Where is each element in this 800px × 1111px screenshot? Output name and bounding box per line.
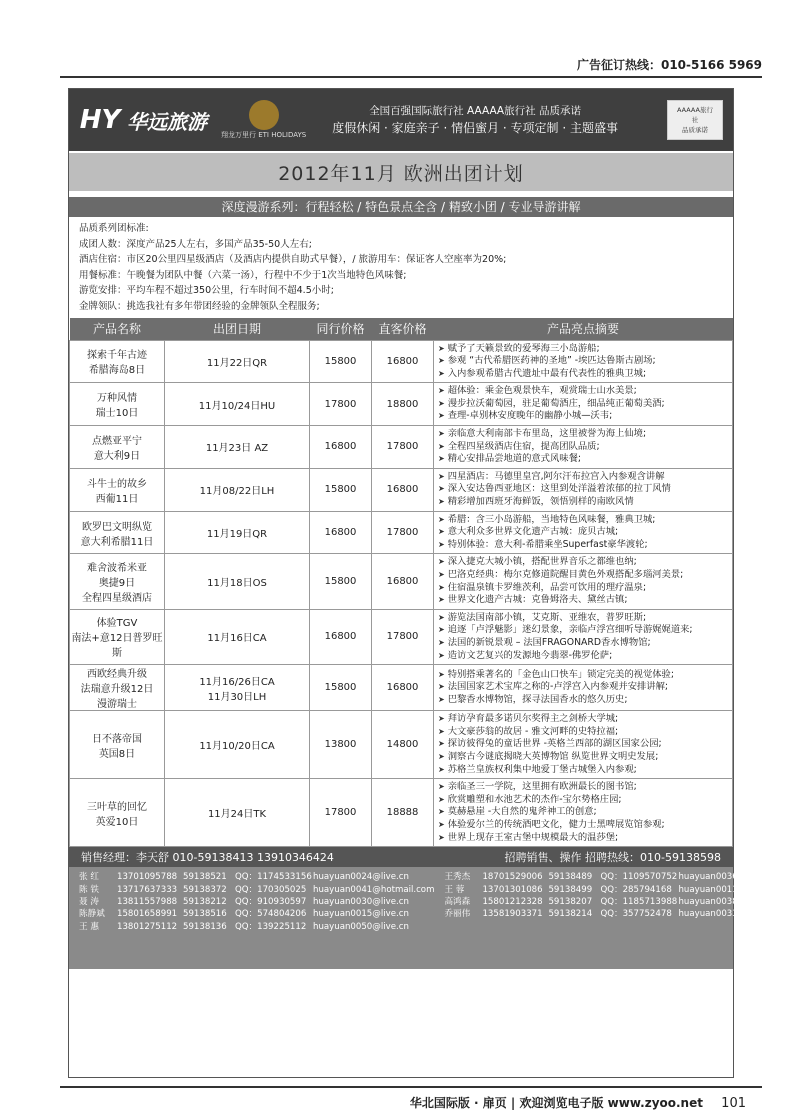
peer-price: 17800 bbox=[310, 383, 372, 426]
highlight-item bbox=[438, 819, 728, 832]
contact-field: 13701095788 bbox=[117, 872, 178, 883]
contact-field: 聂 涛 bbox=[79, 896, 99, 907]
arrow-icon: ➤ bbox=[438, 557, 445, 567]
contact-field: 13701301086 bbox=[482, 884, 543, 895]
arrow-icon: ➤ bbox=[438, 441, 445, 451]
contacts-right bbox=[444, 871, 774, 965]
highlight-text: 世界文化遗产古城：克鲁姆洛夫、黛丝古镇; bbox=[447, 594, 628, 606]
arrow-icon: ➤ bbox=[438, 582, 445, 592]
highlight-text: 精彩增加西班牙海鲜饭，领悟别样的南欧风情 bbox=[447, 496, 634, 508]
contact-field: QQ：1174533156 bbox=[235, 872, 312, 883]
highlight-text: 追逐「卢浮魅影」迷幻景象，亲临卢浮宫细听导游娓娓道来; bbox=[447, 624, 693, 636]
contact-field: 59138372 bbox=[183, 884, 227, 895]
product-name: 三叶草的回忆 英爱10日 bbox=[70, 779, 165, 847]
hy-logo-icon: HY bbox=[79, 105, 121, 135]
peer-price: 15800 bbox=[310, 665, 372, 711]
table-row bbox=[70, 340, 733, 383]
highlight-item bbox=[438, 410, 728, 423]
highlight-item bbox=[438, 398, 728, 411]
arrow-icon: ➤ bbox=[438, 739, 445, 749]
contact-field: huayuan0036@live.cn bbox=[678, 872, 775, 883]
product-name: 难舍波希米亚 奥捷9日 全程四星级酒店 bbox=[70, 554, 165, 609]
table-row bbox=[70, 468, 733, 511]
highlight-text: 赋予了天籁景致的爱琴海三小岛游船; bbox=[447, 342, 600, 354]
contact-field: QQ：574804206 bbox=[235, 909, 307, 920]
product-name: 日不落帝国 英国8日 bbox=[70, 711, 165, 779]
contact-field: huayuan0011@live.cn bbox=[678, 884, 775, 895]
highlight-item bbox=[438, 612, 728, 625]
quality-standards bbox=[69, 217, 733, 318]
highlight-text: 世界上现存王室古堡中规模最大的温莎堡; bbox=[447, 831, 619, 843]
arrow-icon: ➤ bbox=[438, 497, 445, 507]
highlight-item bbox=[438, 526, 728, 539]
highlight-item bbox=[438, 764, 728, 777]
contact-field: 59138207 bbox=[548, 896, 593, 907]
highlight-text: 拜访孕育最多诺贝尔奖得主之剑桥大学城; bbox=[447, 713, 619, 725]
highlights bbox=[434, 665, 733, 711]
highlight-item bbox=[438, 569, 728, 582]
contact-field: 乔丽伟 bbox=[444, 909, 471, 920]
contact-field: QQ：285794168 bbox=[600, 884, 672, 895]
highlight-text: 亲临意大利南部卡布里岛，这里被誉为海上仙境; bbox=[447, 428, 647, 440]
contact-field: QQ：1185713988 bbox=[600, 896, 678, 907]
contact-row bbox=[79, 884, 434, 896]
contact-field: 15801212328 bbox=[482, 896, 543, 907]
contact-list bbox=[69, 867, 775, 969]
highlights bbox=[434, 383, 733, 426]
contact-field: 59138212 bbox=[183, 896, 227, 907]
highlight-item bbox=[438, 694, 728, 707]
highlight-item bbox=[438, 726, 728, 739]
contact-field: QQ：1109570752 bbox=[600, 872, 678, 883]
table-row bbox=[70, 665, 733, 711]
contact-field: 15801658991 bbox=[117, 909, 178, 920]
departure-date: 11月16日CA bbox=[165, 609, 310, 664]
contact-field: 王秀杰 bbox=[444, 872, 471, 883]
footer-rule bbox=[60, 1086, 762, 1088]
departure-date: 11月24日TK bbox=[165, 779, 310, 847]
contact-field: QQ：170305025 bbox=[235, 884, 307, 895]
contact-field: 59138136 bbox=[183, 921, 227, 932]
highlight-text: 特别体验：意大利-希腊乘坐Superfast豪华渡轮; bbox=[447, 538, 648, 550]
standard-line: 游览安排：平均车程不超过350公里，行车时间不超4.5小时; bbox=[79, 285, 334, 296]
departure-date: 11月10/24日HU bbox=[165, 383, 310, 426]
direct-price: 16800 bbox=[372, 554, 434, 609]
arrow-icon: ➤ bbox=[438, 832, 445, 842]
contact-field: 13801275112 bbox=[117, 921, 178, 932]
contact-field: huayuan0050@live.cn bbox=[313, 921, 409, 932]
header-date: 出团日期 bbox=[165, 318, 310, 340]
standard-line: 酒店住宿：市区20公里四星级酒店（及酒店内提供自助式早餐），/ 旅游用车：保证客人空座率为20%; bbox=[79, 254, 507, 265]
arrow-icon: ➤ bbox=[438, 764, 445, 774]
header-product: 产品名称 bbox=[70, 318, 165, 340]
arrow-icon: ➤ bbox=[438, 398, 445, 408]
peer-price: 15800 bbox=[310, 340, 372, 383]
highlight-item bbox=[438, 471, 728, 484]
highlight-item bbox=[438, 428, 728, 441]
peer-price: 16800 bbox=[310, 426, 372, 469]
arrow-icon: ➤ bbox=[438, 794, 445, 804]
arrow-icon: ➤ bbox=[438, 694, 445, 704]
product-name: 探索千年古迹 希腊海岛8日 bbox=[70, 340, 165, 383]
highlight-text: 体验爱尔兰的传统酒吧文化，健力士黑啤展览馆参观; bbox=[447, 818, 665, 830]
peer-price: 16800 bbox=[310, 609, 372, 664]
contact-row bbox=[79, 896, 434, 908]
contact-field: 18701529006 bbox=[482, 872, 543, 883]
contact-field: huayuan0033@live.cn bbox=[678, 909, 775, 920]
departure-date: 11月08/22日LH bbox=[165, 468, 310, 511]
highlight-item bbox=[438, 794, 728, 807]
contact-row bbox=[444, 896, 774, 908]
ad-hotline: 广告征订热线：010-5166 5969 bbox=[576, 58, 762, 72]
highlight-item bbox=[438, 624, 728, 637]
contact-row bbox=[79, 921, 434, 933]
product-name: 万种风情 瑞士10日 bbox=[70, 383, 165, 426]
contact-field: 13717637333 bbox=[117, 884, 178, 895]
highlights bbox=[434, 609, 733, 664]
highlight-text: 希腊：含三小岛游船，当地特色风味餐，雅典卫城; bbox=[447, 513, 656, 525]
highlight-item bbox=[438, 832, 728, 845]
product-name: 斗牛士的故乡 西葡11日 bbox=[70, 468, 165, 511]
standard-line: 品质系列团标准: bbox=[79, 223, 149, 234]
footer bbox=[410, 1094, 746, 1111]
highlights bbox=[434, 711, 733, 779]
arrow-icon: ➤ bbox=[438, 539, 445, 549]
contact-field: 王 蓉 bbox=[444, 884, 465, 895]
table-row bbox=[70, 511, 733, 554]
highlight-text: 四星酒店：马德里皇宫,阿尔汗布拉宫入内参观含讲解 bbox=[447, 470, 665, 482]
highlight-text: 特别搭乘著名的「金色山口快车」锁定完美的视觉体验; bbox=[447, 668, 674, 680]
contact-row bbox=[444, 884, 774, 896]
highlight-item bbox=[438, 738, 728, 751]
arrow-icon: ➤ bbox=[438, 782, 445, 792]
highlight-text: 查理-卓别林安度晚年的幽静小城—沃韦; bbox=[447, 410, 613, 422]
contact-field: huayuan0030@live.cn bbox=[313, 896, 409, 907]
direct-price: 18800 bbox=[372, 383, 434, 426]
departure-date: 11月19日QR bbox=[165, 511, 310, 554]
contact-field: 高鸿森 bbox=[444, 896, 471, 907]
contact-field: QQ：357752478 bbox=[600, 909, 672, 920]
arrow-icon: ➤ bbox=[438, 484, 445, 494]
advertisement bbox=[68, 88, 775, 1078]
highlight-text: 全程四星级酒店住宿，提高团队品质; bbox=[447, 440, 600, 452]
highlights bbox=[434, 340, 733, 383]
departure-date: 11月22日QR bbox=[165, 340, 310, 383]
series-tagline: 深度漫游系列：行程轻松 / 特色景点全含 / 精致小团 / 专业导游讲解 bbox=[69, 197, 733, 217]
product-name: 体验TGV 南法+意12日普罗旺斯 bbox=[70, 609, 165, 664]
arrow-icon: ➤ bbox=[438, 807, 445, 817]
contact-field: 张 红 bbox=[79, 872, 99, 883]
table-row bbox=[70, 426, 733, 469]
departure-date: 11月16/26日CA 11月30日LH bbox=[165, 665, 310, 711]
highlight-text: 游览法国南部小镇，艾克斯、亚维农，普罗旺斯; bbox=[447, 611, 647, 623]
contact-field: huayuan0041@hotmail.com bbox=[313, 884, 435, 895]
highlight-item bbox=[438, 781, 728, 794]
highlight-item bbox=[438, 355, 728, 368]
highlight-item bbox=[438, 806, 728, 819]
highlight-text: 法国的新锐景观 – 法国FRAGONARD香水博物馆; bbox=[447, 636, 651, 648]
contact-field: 王 惠 bbox=[79, 921, 99, 932]
highlight-text: 入内参观希腊古代遗址中最有代表性的雅典卫城; bbox=[447, 367, 647, 379]
peer-price: 13800 bbox=[310, 711, 372, 779]
highlight-item bbox=[438, 650, 728, 663]
highlight-text: 大文豪莎翁的故居 - 雅文河畔的史特拉福; bbox=[447, 725, 619, 737]
departure-date: 11月18日OS bbox=[165, 554, 310, 609]
contact-row bbox=[79, 871, 434, 883]
partner-name: 翔龙万里行 ETI HOLIDAYS bbox=[221, 131, 307, 139]
arrow-icon: ➤ bbox=[438, 714, 445, 724]
arrow-icon: ➤ bbox=[438, 637, 445, 647]
contacts-left bbox=[79, 871, 434, 965]
header-highlights: 产品亮点摘要 bbox=[434, 318, 733, 340]
contact-field: 59138521 bbox=[183, 872, 227, 883]
arrow-icon: ➤ bbox=[438, 595, 445, 605]
top-rule bbox=[60, 76, 762, 78]
contact-field: QQ：139225112 bbox=[235, 921, 307, 932]
partner-logo bbox=[221, 100, 306, 140]
highlight-text: 超体验：乘金色观景快车，观赏瑞士山水美景; bbox=[447, 385, 637, 397]
arrow-icon: ➤ bbox=[438, 386, 445, 396]
contact-row bbox=[444, 908, 774, 920]
table-row bbox=[70, 383, 733, 426]
highlight-item bbox=[438, 343, 728, 356]
arrow-icon: ➤ bbox=[438, 612, 445, 622]
recruit-info: 招聘销售、操作 招聘热线：010-59138598 bbox=[504, 851, 721, 865]
slogan-line-1: 全国百强国际旅行社 AAAAA旅行社 品质承诺 bbox=[369, 105, 581, 117]
arrow-icon: ➤ bbox=[438, 669, 445, 679]
peer-price: 16800 bbox=[310, 511, 372, 554]
direct-price: 17800 bbox=[372, 609, 434, 664]
highlight-item bbox=[438, 441, 728, 454]
badge-line-2: 品质承诺 bbox=[682, 126, 708, 134]
arrow-icon: ➤ bbox=[438, 356, 445, 366]
highlight-text: 精心安排品尝地道的意式风味餐; bbox=[447, 453, 581, 465]
highlight-item bbox=[438, 368, 728, 381]
arrow-icon: ➤ bbox=[438, 454, 445, 464]
highlight-text: 欣赏雕塑和水池艺术的杰作-宝尔势格庄园; bbox=[447, 793, 622, 805]
header-direct-price: 直客价格 bbox=[372, 318, 434, 340]
highlights bbox=[434, 511, 733, 554]
highlights bbox=[434, 468, 733, 511]
contact-row bbox=[444, 871, 774, 883]
table-row bbox=[70, 554, 733, 609]
table-header-row bbox=[70, 318, 733, 340]
highlight-text: 亲临圣三一学院，这里拥有欧洲最长的图书馆; bbox=[447, 781, 637, 793]
highlight-text: 莫赫悬崖 -大自然的鬼斧神工的创意; bbox=[447, 806, 597, 818]
arrow-icon: ➤ bbox=[438, 471, 445, 481]
arrow-icon: ➤ bbox=[438, 650, 445, 660]
footer-text: 华北国际版 · 扉页 | 欢迎浏览电子版 www.zyoo.net bbox=[409, 1096, 703, 1110]
highlight-item bbox=[438, 453, 728, 466]
page-title: 2012年11月 欧洲出团计划 bbox=[69, 151, 733, 191]
arrow-icon: ➤ bbox=[438, 527, 445, 537]
table-row bbox=[70, 779, 733, 847]
quality-badge bbox=[667, 100, 723, 140]
highlight-text: 住宿温泉镇卡罗维茨利，品尝可饮用的理疗温泉; bbox=[447, 581, 647, 593]
departure-date: 11月23日 AZ bbox=[165, 426, 310, 469]
product-name: 欧罗巴文明纵览 意大利希腊11日 bbox=[70, 511, 165, 554]
highlight-item bbox=[438, 514, 728, 527]
brand-banner bbox=[69, 89, 733, 151]
highlight-item bbox=[438, 751, 728, 764]
highlight-text: 参观 “古代希腊医药神的圣地” -埃匹达鲁斯古剧场; bbox=[447, 355, 656, 367]
product-name: 点燃亚平宁 意大利9日 bbox=[70, 426, 165, 469]
direct-price: 16800 bbox=[372, 468, 434, 511]
highlight-text: 巴洛克经典：梅尔克修道院醒目黄色外观搭配多瑙河美景; bbox=[447, 569, 684, 580]
sales-manager: 销售经理：李天舒 010-59138413 13910346424 bbox=[81, 851, 334, 865]
highlights bbox=[434, 779, 733, 847]
badge-line-1: AAAAA旅行社 bbox=[677, 106, 713, 124]
contact-field: 陈 铁 bbox=[79, 884, 99, 895]
header-peer-price: 同行价格 bbox=[310, 318, 372, 340]
peer-price: 17800 bbox=[310, 779, 372, 847]
arrow-icon: ➤ bbox=[438, 570, 445, 579]
table-row bbox=[70, 609, 733, 664]
highlight-text: 探访彼得兔的童话世界 -英格兰西部的湖区国家公园; bbox=[447, 738, 662, 750]
standard-line: 金牌领队：挑选我社有多年带团经验的金牌领队全程服务; bbox=[79, 300, 320, 312]
highlights bbox=[434, 426, 733, 469]
contact-field: 59138516 bbox=[183, 909, 227, 920]
highlight-text: 造访文艺复兴的发源地今翡翠-佛罗伦萨; bbox=[447, 649, 613, 661]
direct-price: 17800 bbox=[372, 511, 434, 554]
contact-field: 59138489 bbox=[548, 872, 593, 883]
contact-field: huayuan0024@live.cn bbox=[313, 872, 409, 883]
contact-field: huayuan0015@live.cn bbox=[313, 909, 409, 920]
arrow-icon: ➤ bbox=[438, 514, 445, 524]
direct-price: 16800 bbox=[372, 340, 434, 383]
highlight-text: 漫步拉沃葡萄园，驻足葡萄酒庄，细品纯正葡萄美酒; bbox=[447, 397, 665, 409]
highlight-text: 法国国家艺术宝库之称的-卢浮宫入内参观并安排讲解; bbox=[447, 681, 669, 693]
arrow-icon: ➤ bbox=[438, 682, 445, 692]
highlight-item bbox=[438, 483, 728, 496]
highlight-item bbox=[438, 669, 728, 682]
arrow-icon: ➤ bbox=[438, 625, 445, 635]
contact-field: huayuan0038@live.cn bbox=[678, 896, 775, 907]
brand-logo bbox=[79, 103, 207, 137]
highlight-item bbox=[438, 713, 728, 726]
tour-table bbox=[69, 318, 733, 847]
arrow-icon: ➤ bbox=[438, 368, 445, 378]
contact-field: 13581903371 bbox=[482, 909, 543, 920]
page-number: 101 bbox=[721, 1096, 746, 1111]
peer-price: 15800 bbox=[310, 554, 372, 609]
arrow-icon: ➤ bbox=[438, 429, 445, 439]
highlight-item bbox=[438, 556, 728, 569]
contact-field: 陈静斌 bbox=[79, 909, 105, 920]
standard-line: 成团人数：深度产品25人左右，多国产品35-50人左右; bbox=[79, 238, 312, 250]
direct-price: 14800 bbox=[372, 711, 434, 779]
highlight-item bbox=[438, 594, 728, 607]
highlight-item bbox=[438, 539, 728, 552]
contact-field: QQ：910930597 bbox=[235, 896, 307, 907]
brand-name: 华远旅游 bbox=[127, 109, 207, 134]
standard-line: 用餐标准：午晚餐为团队中餐（六菜一汤），行程中不少于1次当地特色风味餐; bbox=[79, 269, 407, 281]
arrow-icon: ➤ bbox=[438, 343, 445, 353]
highlight-item bbox=[438, 681, 728, 694]
highlight-item bbox=[438, 385, 728, 398]
slogan-line-2: 度假休闲 · 家庭亲子 · 情侣蜜月 · 专项定制 · 主题盛事 bbox=[332, 121, 618, 135]
highlight-text: 意大利众多世界文化遗产古城：庞贝古城; bbox=[447, 526, 619, 538]
arrow-icon: ➤ bbox=[438, 726, 445, 736]
table-row bbox=[70, 711, 733, 779]
peer-price: 15800 bbox=[310, 468, 372, 511]
departure-date: 11月10/20日CA bbox=[165, 711, 310, 779]
highlight-text: 巴黎香水博物馆，探寻法国香水的悠久历史; bbox=[447, 693, 628, 705]
highlight-text: 洞察古今谜底揭晓大英博物馆 纵览世界文明史发展; bbox=[447, 750, 659, 762]
brand-slogans bbox=[332, 103, 618, 137]
direct-price: 18888 bbox=[372, 779, 434, 847]
product-name: 西欧经典升级 法瑞意升级12日 漫游瑞士 bbox=[70, 665, 165, 711]
direct-price: 16800 bbox=[372, 665, 434, 711]
arrow-icon: ➤ bbox=[438, 411, 445, 421]
highlight-item bbox=[438, 637, 728, 650]
contact-field: 59138214 bbox=[548, 909, 593, 920]
contact-row bbox=[79, 908, 434, 920]
contact-field: 13811557988 bbox=[117, 896, 178, 907]
highlight-text: 深入安达鲁西亚地区：这里到处洋溢着浓郁的拉丁风情 bbox=[447, 483, 671, 495]
sales-bar bbox=[69, 847, 733, 867]
arrow-icon: ➤ bbox=[438, 819, 445, 829]
highlight-text: 苏格兰皇族权利集中地爱丁堡古城堡入内参观; bbox=[447, 763, 637, 775]
highlight-text: 深入捷克大城小镇，搭配世界音乐之都维也纳; bbox=[447, 556, 637, 568]
direct-price: 17800 bbox=[372, 426, 434, 469]
highlights bbox=[434, 554, 733, 609]
highlight-item bbox=[438, 496, 728, 509]
arrow-icon: ➤ bbox=[438, 751, 445, 761]
highlight-item bbox=[438, 582, 728, 595]
contact-field: 59138499 bbox=[548, 884, 593, 895]
dragon-icon bbox=[249, 100, 279, 130]
